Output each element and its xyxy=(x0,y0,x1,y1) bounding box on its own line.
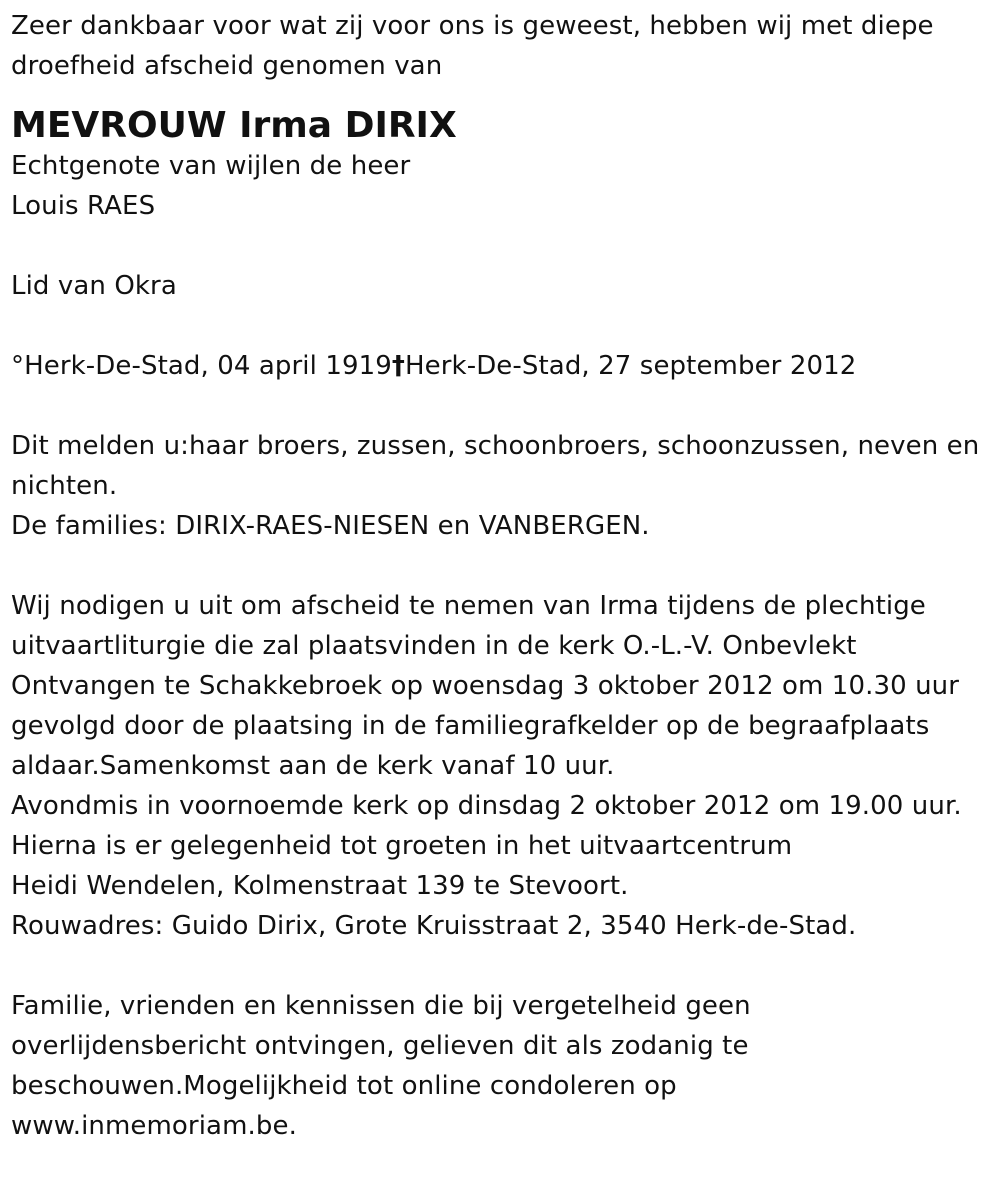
intro-line: droefheid afscheid genomen van xyxy=(11,51,443,81)
spouse-name: Louis RAES xyxy=(11,191,156,221)
funeral-line: Wij nodigen u uit om afscheid te nemen van Irma tijdens de plechtige xyxy=(11,591,926,621)
deceased-name: MEVROUW Irma DIRIX xyxy=(11,105,457,146)
membership: Lid van Okra xyxy=(11,271,177,301)
closing-line: Familie, vrienden en kennissen die bij vergetelheid geen xyxy=(11,991,751,1021)
funeral-line: Ontvangen te Schakkebroek op woensdag 3 oktober 2012 om 10.30 uur xyxy=(11,671,960,701)
spouse-line: Echtgenote van wijlen de heer xyxy=(11,151,411,181)
announcement-line: nichten. xyxy=(11,471,118,501)
spacer xyxy=(11,546,996,586)
birth-date: °Herk-De-Stad, 04 april 1919 xyxy=(11,351,392,381)
spacer xyxy=(11,226,996,266)
spacer xyxy=(11,946,996,986)
intro-line: Zeer dankbaar voor wat zij voor ons is geweest, hebben wij met diepe xyxy=(11,11,934,41)
visitation-line: Heidi Wendelen, Kolmenstraat 139 te Stevoort. xyxy=(11,871,629,901)
spacer xyxy=(11,386,996,426)
spacer xyxy=(11,306,996,346)
closing-line: beschouwen.Mogelijkheid tot online condoleren op xyxy=(11,1071,677,1101)
closing-line: overlijdensbericht ontvingen, gelieven dit als zodanig te xyxy=(11,1031,749,1061)
condolence-link: www.inmemoriam.be. xyxy=(11,1111,297,1141)
announcement-line: Dit melden u:haar broers, zussen, schoonbroers, schoonzussen, neven en xyxy=(11,431,980,461)
funeral-line: uitvaartliturgie die zal plaatsvinden in de kerk O.-L.-V. Onbevlekt xyxy=(11,631,857,661)
cross-icon: † xyxy=(391,351,406,381)
funeral-line: gevolgd door de plaatsing in de familiegrafkelder op de begraafplaats xyxy=(11,711,930,741)
visitation-line: Hierna is er gelegenheid tot groeten in het uitvaartcentrum xyxy=(11,831,793,861)
evening-mass-line: Avondmis in voornoemde kerk op dinsdag 2 oktober 2012 om 19.00 uur. xyxy=(11,791,962,821)
funeral-line: aldaar.Samenkomst aan de kerk vanaf 10 uur. xyxy=(11,751,615,781)
obituary-notice xyxy=(11,6,996,1146)
death-date: Herk-De-Stad, 27 september 2012 xyxy=(405,351,857,381)
mourning-address: Rouwadres: Guido Dirix, Grote Kruisstraat 2, 3540 Herk-de-Stad. xyxy=(11,911,857,941)
life-dates xyxy=(11,346,996,386)
families-line: De families: DIRIX-RAES-NIESEN en VANBERGEN. xyxy=(11,511,650,541)
